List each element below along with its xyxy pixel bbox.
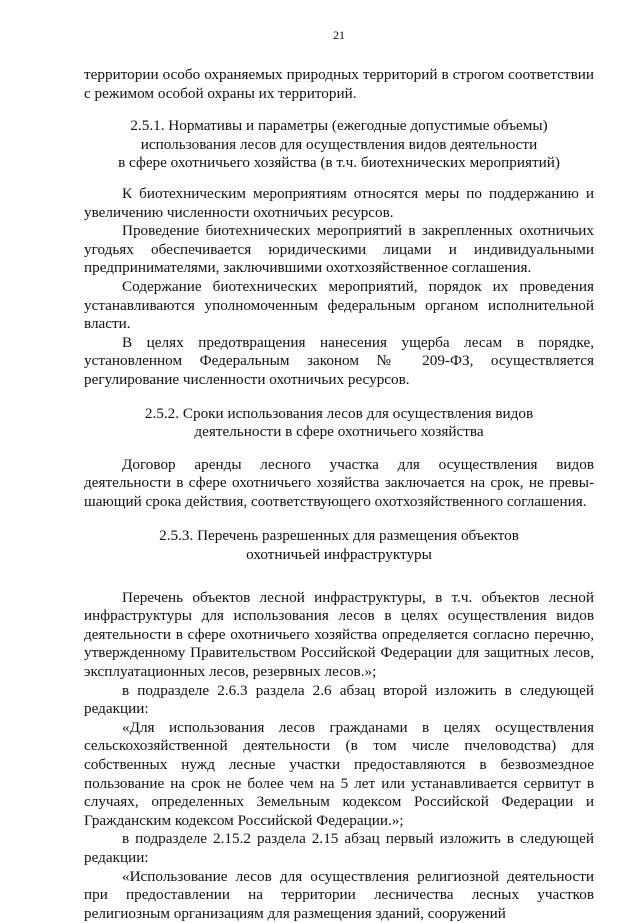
section-2-5-3-heading [84,527,594,564]
paragraph: Перечень объектов лесной инфраструктуры, в т.ч. объектов лесной инфраструктуры для использования лесов в целях осуществления видов деятельности в сфере охотничьего хозяйства определяется согласно перечню, утвержденному Правительством Российской Федерации для защитных лесов, эксплуатационных лесов, резервных лесов.»; [84,588,594,681]
paragraph: Содержание биотехнических мероприятий, порядок их проведения устанавливаются уполномоченным федеральным органом исполнительной власти. [84,277,594,333]
paragraph: в подразделе 2.15.2 раздела 2.15 абзац первый изложить в следующей редакции: [84,830,594,866]
heading-line: охотничьей инфраструктуры [246,546,432,564]
paragraph: «Для использования лесов гражданами в целях осуществления сельскохозяйственной деятельности (в том числе пчеловодства) для собственных нужд лесные участки предоставляются в безвозмездное пользование на срок не более чем на 5 лет или устанавливается сервитут в случаях, определенных Земельным кодексом Российской Федерации и Гражданским кодексом Российской Федерации.»; [84,718,594,829]
heading-line: использования лесов для осуществления видов деятельности [140,135,538,153]
paragraph: «Использование лесов для осуществления религиозной деятельности при предоставлении на территории лесничества лесных участков религиозным организациям для размещения зданий, сооружений [84,867,594,922]
document-body [84,66,594,923]
heading-line: в сфере охотничьего хозяйства (в т.ч. биотехнических мероприятий) [118,154,560,172]
paragraph: В целях предотвращения нанесения ущерба лесам в порядке, установленном Федеральным законом № 209-ФЗ, осуществляется регулирование численности охотничьих ресурсов. [84,333,594,388]
section-2-5-1-heading [84,117,594,173]
paragraph: в подразделе 2.6.3 раздела 2.6 абзац второй изложить в следующей редакции: [84,681,594,718]
heading-line: 2.5.2. Сроки использования лесов для осуществления видов [144,404,534,422]
paragraph: К биотехническим мероприятиям относятся меры по поддержанию и увеличению численности охотничьих ресурсов. [84,184,594,221]
heading-line: 2.5.3. Перечень разрешенных для размещения объектов [159,527,519,545]
page-number: 21 [333,28,345,42]
heading-line: 2.5.1. Нормативы и параметры (ежегодные допустимые объемы) [130,117,548,135]
section-2-5-2-heading [84,405,594,442]
intro-paragraph: территории особо охраняемых природных территорий в строгом соответствии с режимом особой охраны их территорий. [84,66,594,102]
paragraph: Договор аренды лесного участка для осуществления видов деятельности в сфере охотничьего хозяйства заключается на срок, не превышающий срока действия, соответствующего охотхозяйственного соглашения. [84,455,594,510]
paragraph: Проведение биотехнических мероприятий в закрепленных охотничьих угодьях обеспечивается юридическими лицами и индивидуальными предпринимателями, заключившими охотхозяйственное соглашения. [84,222,594,277]
heading-line: деятельности в сфере охотничьего хозяйства [194,423,484,441]
